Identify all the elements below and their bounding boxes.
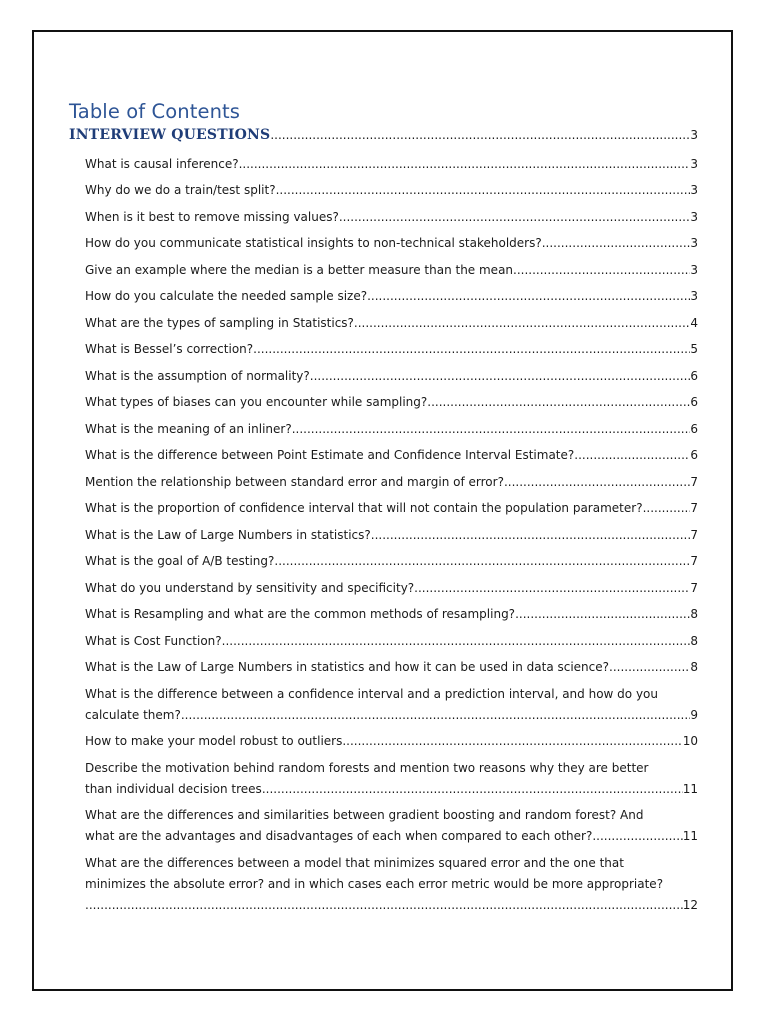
dot-leader xyxy=(270,125,690,146)
toc-page-number: 3 xyxy=(690,183,698,197)
toc-entry-text: What is the Law of Large Numbers in statistics? xyxy=(85,527,371,542)
toc-entry-multiline[interactable] xyxy=(85,758,698,800)
toc-entry[interactable] xyxy=(85,339,698,360)
toc-entry[interactable] xyxy=(85,551,698,572)
toc-entry[interactable] xyxy=(85,233,698,254)
toc-page-number: 7 xyxy=(690,501,698,515)
toc-page-number: 8 xyxy=(690,607,698,621)
toc-entry[interactable] xyxy=(85,366,698,387)
dot-leader xyxy=(542,233,691,254)
toc-entry-text: What is Resampling and what are the common methods of resampling? xyxy=(85,607,516,621)
toc-entry-text: what are the advantages and disadvantages of each when compared to each other? xyxy=(85,829,593,843)
toc-entry-text: than individual decision trees xyxy=(85,781,262,796)
toc-page-number: 7 xyxy=(690,580,698,595)
toc-entry-text: calculate them? xyxy=(85,707,181,722)
dot-leader xyxy=(276,180,691,201)
toc-entry-text: What is Cost Function? xyxy=(85,633,222,648)
toc-entry-text: How do you communicate statistical insights to non-technical stakeholders? xyxy=(85,236,542,250)
dot-leader xyxy=(346,731,683,752)
toc-entry[interactable] xyxy=(85,472,698,493)
toc-page-number: 10 xyxy=(682,734,698,748)
toc-entry[interactable] xyxy=(85,604,698,625)
toc-page-number: 7 xyxy=(690,554,698,568)
toc-entry[interactable] xyxy=(85,445,698,466)
toc-title: Table of Contents xyxy=(69,100,241,123)
toc-entry-text: What do you understand by sensitivity and specificity? xyxy=(85,580,415,595)
dot-leader xyxy=(367,286,690,307)
toc-entry[interactable] xyxy=(85,578,698,599)
dot-leader xyxy=(371,525,691,546)
dot-leader xyxy=(513,260,690,281)
dot-leader xyxy=(85,895,683,916)
toc-page-number: 11 xyxy=(682,781,698,796)
toc-page-number: 11 xyxy=(682,829,698,843)
dot-leader xyxy=(253,339,690,360)
toc-entry-text: What is the difference between Point Estimate and Confidence Interval Estimate? xyxy=(85,448,575,462)
toc-heading-interview-questions[interactable] xyxy=(69,125,698,148)
toc-entry-text: Describe the motivation behind random forests and mention two reasons why they are better xyxy=(85,760,649,775)
toc-entry-text: minimizes the absolute error? and in which cases each error metric would be more appropriate? xyxy=(85,876,664,891)
toc-entry[interactable] xyxy=(85,392,698,413)
toc-entry-text: What are the types of sampling in Statistics? xyxy=(85,315,354,330)
dot-leader xyxy=(504,472,690,493)
toc-page-number: 6 xyxy=(690,395,698,409)
toc-entry-text: What is the proportion of confidence interval that will not contain the population parameter? xyxy=(85,501,643,515)
toc-page-number: 3 xyxy=(690,289,698,303)
toc-page-number: 6 xyxy=(690,421,698,436)
toc-entry[interactable] xyxy=(85,498,698,519)
toc-entry-text: What are the differences between a model that minimizes squared error and the one that xyxy=(85,855,624,870)
dot-leader xyxy=(643,498,691,519)
dot-leader xyxy=(339,207,691,228)
toc-page-number: 7 xyxy=(690,474,698,489)
toc-page-number: 6 xyxy=(690,448,698,462)
dot-leader xyxy=(427,392,690,413)
toc-entry[interactable] xyxy=(85,657,698,678)
toc-entry[interactable] xyxy=(85,207,698,228)
toc-entry-text: Why do we do a train/test split? xyxy=(85,183,276,197)
toc-page-number: 7 xyxy=(690,527,698,542)
toc-heading-text: INTERVIEW QUESTIONS xyxy=(69,127,271,143)
toc-page-number: 3 xyxy=(690,156,698,171)
toc-entry[interactable] xyxy=(85,286,698,307)
toc-entry-text: What types of biases can you encounter while sampling? xyxy=(85,395,428,409)
toc-page-number: 5 xyxy=(690,342,698,356)
toc-entry-text: What are the differences and similarities between gradient boosting and random forest? And xyxy=(85,808,644,822)
toc-list xyxy=(69,125,698,921)
toc-entry-text: When is it best to remove missing values? xyxy=(85,209,339,224)
dot-leader xyxy=(274,551,690,572)
toc-entry-text: What is the meaning of an inliner? xyxy=(85,421,292,436)
toc-page-number: 3 xyxy=(690,262,698,277)
toc-entry-multiline[interactable] xyxy=(85,684,698,726)
dot-leader xyxy=(239,154,691,175)
dot-leader xyxy=(292,419,691,440)
toc-entry[interactable] xyxy=(85,631,698,652)
toc-entry[interactable] xyxy=(85,260,698,281)
toc-page-number: 12 xyxy=(682,897,698,912)
toc-entry-multiline[interactable] xyxy=(85,805,698,847)
toc-entry-text: What is the difference between a confidence interval and a prediction interval, and how do you xyxy=(85,686,658,701)
toc-page-number: 6 xyxy=(690,368,698,383)
toc-page-number: 3 xyxy=(690,236,698,250)
toc-page-number: 3 xyxy=(690,209,698,224)
toc-entry-text: Mention the relationship between standard error and margin of error? xyxy=(85,474,504,489)
toc-entry-text: Give an example where the median is a better measure than the mean xyxy=(85,262,514,277)
dot-leader xyxy=(354,313,690,334)
toc-page-number: 3 xyxy=(690,128,698,142)
toc-entry[interactable] xyxy=(85,525,698,546)
dot-leader xyxy=(574,445,690,466)
toc-entry[interactable] xyxy=(85,154,698,175)
toc-entry-text: How do you calculate the needed sample size? xyxy=(85,289,368,303)
dot-leader xyxy=(414,578,690,599)
toc-page-number: 8 xyxy=(690,660,698,674)
toc-entry[interactable] xyxy=(85,419,698,440)
toc-page-number: 9 xyxy=(690,707,698,722)
toc-entry-text: What is the goal of A/B testing? xyxy=(85,554,275,568)
toc-entry[interactable] xyxy=(85,313,698,334)
dot-leader xyxy=(592,826,682,847)
toc-entry-text: What is Bessel’s correction? xyxy=(85,342,254,356)
dot-leader xyxy=(181,705,691,726)
toc-entry-text: What is the Law of Large Numbers in statistics and how it can be used in data science? xyxy=(85,660,610,674)
toc-entry-text: What is causal inference? xyxy=(85,156,239,171)
toc-entry-text: How to make your model robust to outliers. xyxy=(85,734,347,748)
toc-page-number: 4 xyxy=(690,315,698,330)
toc-entry[interactable] xyxy=(85,731,698,752)
dot-leader xyxy=(609,657,690,678)
dot-leader xyxy=(222,631,691,652)
toc-entry[interactable] xyxy=(85,180,698,201)
dot-leader xyxy=(515,604,690,625)
dot-leader xyxy=(310,366,691,387)
toc-page-number: 8 xyxy=(690,633,698,648)
dot-leader xyxy=(262,779,683,800)
toc-entry-multiline[interactable] xyxy=(85,853,698,916)
toc-entry-text: What is the assumption of normality? xyxy=(85,368,310,383)
